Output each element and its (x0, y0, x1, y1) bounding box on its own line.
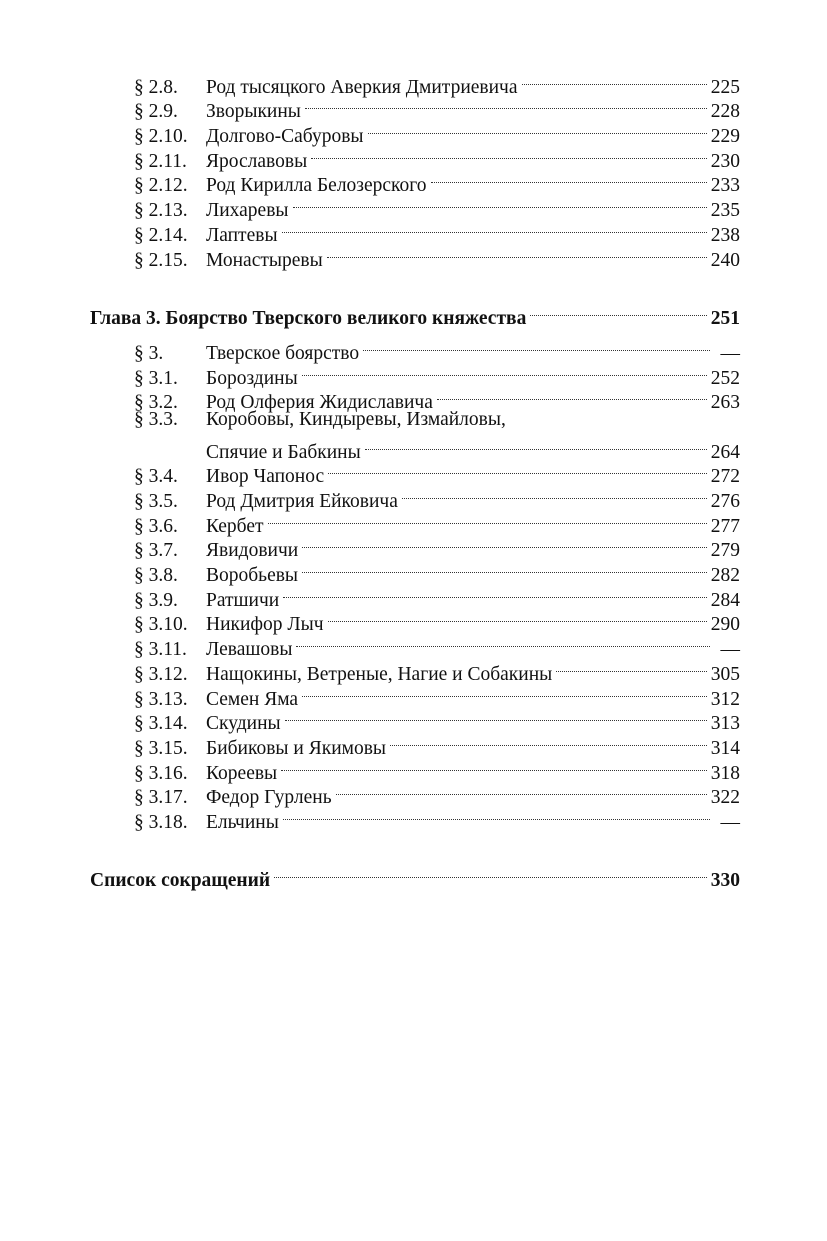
page-number: 235 (710, 200, 740, 222)
toc-entry-3[interactable] (90, 334, 740, 364)
section-title: Явидовичи (206, 540, 299, 562)
section-number: § 3.13. (134, 688, 188, 710)
section-number: § 2.8. (134, 76, 178, 98)
section-number: § 2.9. (134, 101, 178, 123)
section-number: § 2.10. (134, 126, 188, 148)
section-title: Федор Гурлень (206, 787, 332, 809)
page-number: 330 (710, 869, 740, 891)
section-title: Зворыкины (206, 101, 301, 123)
page-number: 313 (710, 713, 740, 735)
toc-entry-2-8[interactable] (90, 68, 740, 98)
section-number: § 3.9. (134, 589, 178, 611)
toc-abbreviations[interactable] (90, 861, 740, 891)
dot-leader (285, 705, 707, 730)
dot-leader (363, 334, 710, 359)
dot-leader (327, 241, 707, 266)
page-number: 228 (710, 101, 740, 123)
chapter-title: Глава 3. Боярство Тверского великого княжества (90, 308, 527, 330)
dot-leader (431, 167, 707, 192)
section-title: Род Дмитрия Ейковича (206, 491, 398, 512)
section-number: § 3.6. (134, 515, 178, 537)
section-title: Семен Яма (206, 688, 299, 710)
page-number: 314 (710, 737, 740, 759)
dot-leader (268, 507, 707, 532)
dot-leader (274, 861, 707, 886)
dot-leader (402, 482, 707, 507)
dot-leader (296, 630, 710, 655)
section-title: Никифор Лыч (206, 614, 324, 636)
dot-leader (283, 581, 707, 606)
section-number: § 2.14. (134, 224, 188, 246)
page-number: 282 (710, 565, 740, 587)
section-number: § 3.12. (134, 663, 188, 685)
toc-entry-3-4[interactable] (90, 458, 740, 488)
section-number: § 2.15. (134, 249, 188, 271)
page-number: 225 (710, 76, 740, 98)
page-number: 240 (710, 249, 740, 271)
dot-leader (437, 384, 707, 409)
page-number: 318 (710, 762, 740, 784)
section-title-continued: Спячие и Бабкины (206, 441, 361, 463)
section-title: Лихаревы (206, 200, 289, 222)
page-number: 233 (710, 175, 740, 197)
section-title: Род Кирилла Белозерского (206, 175, 427, 197)
section-title: Род тысяцкого Аверкия Дмитриевича (206, 76, 518, 98)
section-title: Нащокины, Ветреные, Нагие и Собакины (206, 663, 553, 685)
page-number: 229 (710, 126, 740, 148)
page-number: 230 (710, 150, 740, 172)
section-title: Ярославовы (206, 150, 308, 172)
section-title: Лаптевы (206, 224, 278, 246)
section-number: § 3.2. (134, 392, 178, 414)
page-number: 279 (710, 540, 740, 562)
dot-leader (302, 680, 707, 705)
page-number: 238 (710, 224, 740, 246)
page-number: 277 (710, 515, 740, 537)
section-title: Тверское боярство (206, 342, 360, 364)
page-number: 252 (710, 367, 740, 389)
section-number: § 3.1. (134, 367, 178, 389)
toc-chapter-3[interactable] (90, 300, 740, 330)
toc-entry-3-3[interactable] (90, 408, 740, 433)
dot-leader (556, 655, 706, 680)
section-number: § 3.14. (134, 713, 188, 735)
section-title: Левашовы (206, 639, 293, 661)
abbreviations-title: Список сокращений (90, 869, 271, 891)
page-number: 305 (710, 663, 740, 685)
page-number: 272 (710, 466, 740, 488)
table-of-contents (90, 68, 740, 891)
section-title: Коробовы, Киндыревы, Измайловы, (206, 409, 506, 431)
dot-leader (293, 191, 707, 216)
section-number: § 3.3. (134, 409, 178, 431)
dot-leader (328, 458, 707, 483)
section-title: Род Олферия Жидиславича (206, 392, 433, 414)
section-title: Воробьевы (206, 565, 299, 587)
toc-entry-3-3-continued[interactable] (90, 433, 740, 463)
page-number: 322 (710, 787, 740, 809)
section-title: Бороздины (206, 367, 298, 389)
dot-leader (302, 359, 707, 384)
section-number: § 3.16. (134, 762, 188, 784)
section-number: § 3.18. (134, 811, 188, 833)
section-number: § 2.12. (134, 175, 188, 197)
dot-leader (390, 729, 707, 754)
section-title: Ратшичи (206, 589, 280, 611)
section-number: § 2.13. (134, 200, 188, 222)
section-title: Монастыревы (206, 249, 323, 271)
section-number: § 3.17. (134, 787, 188, 809)
page-number: 251 (710, 308, 740, 330)
section-title: Ельчины (206, 811, 279, 833)
page-number: — (720, 811, 740, 833)
section-number: § 3. (134, 342, 164, 364)
page-number: 290 (710, 614, 740, 636)
section-number: § 3.7. (134, 540, 178, 562)
dot-leader (522, 68, 707, 93)
section-title: Ивор Чапонос (206, 466, 325, 488)
page-number: — (720, 639, 740, 661)
dot-leader (283, 803, 710, 828)
section-number: § 2.11. (134, 150, 187, 172)
page-number: 284 (710, 589, 740, 611)
dot-leader (368, 117, 707, 142)
section-title: Кореевы (206, 762, 278, 784)
page-number: 264 (710, 441, 740, 463)
dot-leader (302, 532, 707, 557)
section-number: § 3.5. (134, 491, 178, 512)
dot-leader (530, 300, 706, 325)
section-title: Скудины (206, 713, 281, 735)
page-number: 312 (710, 688, 740, 710)
page-number: — (720, 342, 740, 364)
dot-leader (281, 754, 707, 779)
dot-leader (311, 142, 707, 167)
dot-leader (336, 779, 707, 804)
page-number: 263 (710, 392, 740, 414)
section-title: Бибиковы и Якимовы (206, 737, 387, 759)
section-number: § 3.8. (134, 565, 178, 587)
section-title: Долгово-Сабуровы (206, 126, 364, 148)
dot-leader (282, 216, 707, 241)
dot-leader (302, 556, 707, 581)
section-number: § 3.15. (134, 737, 188, 759)
dot-leader (365, 433, 707, 458)
section-number: § 3.4. (134, 466, 178, 488)
section-number: § 3.10. (134, 614, 188, 636)
section-number: § 3.11. (134, 639, 187, 661)
page-number: 276 (710, 491, 740, 512)
dot-leader (328, 606, 707, 631)
section-title: Кербет (206, 515, 264, 537)
dot-leader (305, 93, 707, 118)
